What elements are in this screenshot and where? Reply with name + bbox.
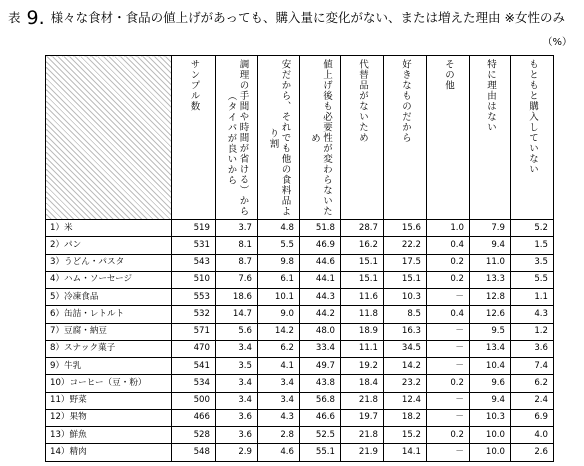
title-number: 9. [26,7,45,29]
table-cell: 22.2 [384,237,427,254]
table-cell: 21.8 [341,392,384,409]
table-row [46,237,554,254]
table-cell: 34.5 [384,340,427,357]
table-cell: 3.5 [216,358,258,375]
table-row [46,409,554,426]
table-cell: 2.9 [216,444,258,461]
table-cell: 6.2 [511,375,554,392]
table-cell: 15.6 [384,220,427,237]
table-cell: 0.4 [427,306,470,323]
column-header-text: 調理の手間や時間が省ける）から（タイパが良いから [225,59,249,217]
column-header [172,56,216,220]
table-cell: 15.1 [384,271,427,288]
table-cell: － [427,358,470,375]
table-cell: 7.4 [511,358,554,375]
table-cell: 44.3 [300,289,341,306]
table-cell: 44.1 [300,271,341,288]
table-cell: 3.6 [511,340,554,357]
table-cell: 3.4 [216,375,258,392]
table-cell: 5.2 [511,220,554,237]
table-cell: 9.5 [470,323,511,340]
table-cell: 0.2 [427,427,470,444]
table-cell: 9.4 [470,392,511,409]
table-cell: 46.6 [300,409,341,426]
table-cell: 6.2 [258,340,300,357]
table-row [46,427,554,444]
table-cell: 4.3 [511,306,554,323]
table-cell: 12.6 [470,306,511,323]
table-cell: 28.7 [341,220,384,237]
column-header [470,56,511,220]
table-cell: 19.7 [341,409,384,426]
table-cell: 12.4 [384,392,427,409]
table-cell: 0.4 [427,237,470,254]
table-cell: 10.1 [258,289,300,306]
table-cell: 0.2 [427,254,470,271]
table-cell: 21.8 [341,427,384,444]
table-cell: 532 [172,306,216,323]
table-cell: 534 [172,375,216,392]
table-cell: 14.2 [258,323,300,340]
table-cell: 3.6 [216,409,258,426]
table-cell: 3.6 [216,427,258,444]
table-cell: 5.5 [258,237,300,254]
table-cell: 0.2 [427,271,470,288]
table-cell: 21.9 [341,444,384,461]
table-cell: 548 [172,444,216,461]
column-header-text: 特に理由はない [485,59,496,133]
table-cell: 553 [172,289,216,306]
table-cell: 4.1 [258,358,300,375]
table-cell: 18.6 [216,289,258,306]
table-cell: 470 [172,340,216,357]
table-row [46,271,554,288]
column-header-text: 代替品がないため [357,59,368,143]
table-cell: 3.7 [216,220,258,237]
table-cell: 9.8 [258,254,300,271]
column-header [216,56,258,220]
header-row [46,56,554,220]
row-label: 2）パン [46,237,172,254]
table-cell: 9.6 [470,375,511,392]
table-cell: 23.2 [384,375,427,392]
table-cell: 48.0 [300,323,341,340]
table-cell: 15.2 [384,427,427,444]
page-title [8,6,565,30]
table-cell: 11.1 [341,340,384,357]
table-cell: 49.7 [300,358,341,375]
title-prefix: 表 [8,10,21,25]
table-cell: 1.0 [427,220,470,237]
row-label: 12）果物 [46,409,172,426]
table-cell: 10.4 [470,358,511,375]
table-cell: 15.1 [341,271,384,288]
table-cell: 51.8 [300,220,341,237]
column-header-text: 安だから、それでも他の食料品より割 [267,59,291,217]
table-cell: 7.9 [470,220,511,237]
table-cell: 4.3 [258,409,300,426]
table-cell: 4.6 [258,444,300,461]
table-cell: 519 [172,220,216,237]
table-cell: 13.3 [470,271,511,288]
table-cell: － [427,340,470,357]
table-cell: 18.2 [384,409,427,426]
table-cell: 8.5 [384,306,427,323]
table-cell: 500 [172,392,216,409]
row-label: 1）米 [46,220,172,237]
table-cell: 14.7 [216,306,258,323]
table-cell: 543 [172,254,216,271]
table-cell: 17.5 [384,254,427,271]
table-cell: 33.4 [300,340,341,357]
table-cell: 46.9 [300,237,341,254]
table-cell: 4.8 [258,220,300,237]
table-row [46,289,554,306]
table-cell: 10.0 [470,444,511,461]
table-cell: 56.8 [300,392,341,409]
table-cell: 12.8 [470,289,511,306]
column-header [427,56,470,220]
table-cell: 6.9 [511,409,554,426]
table-cell: 9.4 [470,237,511,254]
column-header-text: もともと購入していない [527,59,538,175]
table-cell: － [427,289,470,306]
table-cell: 1.5 [511,237,554,254]
table-cell: 18.4 [341,375,384,392]
table-cell: 528 [172,427,216,444]
table-cell: － [427,409,470,426]
column-header-text: 値上げ後も必要性が変わらないため [309,59,332,217]
row-label: 7）豆腐・納豆 [46,323,172,340]
table-cell: 3.5 [511,254,554,271]
table-cell: － [427,444,470,461]
table-cell: 18.9 [341,323,384,340]
column-header-text: その他 [443,59,454,91]
table-cell: 4.0 [511,427,554,444]
title-text: 様々な食材・食品の値上げがあっても、購入量に変化がない、または増えた理由 ※女性のみ [50,10,565,25]
table-cell: 10.3 [470,409,511,426]
table-cell: 9.0 [258,306,300,323]
table-cell: 5.5 [511,271,554,288]
table-cell: 6.1 [258,271,300,288]
table-row [46,375,554,392]
table-cell: 3.4 [216,392,258,409]
table-row [46,444,554,461]
table-body [46,220,554,462]
table-cell: 3.4 [258,375,300,392]
unit-label: （%） [542,37,572,48]
table-cell: 43.8 [300,375,341,392]
row-label: 8）スナック菓子 [46,340,172,357]
table-cell: 8.7 [216,254,258,271]
row-label: 13）鮮魚 [46,427,172,444]
table-cell: 19.2 [341,358,384,375]
table-row [46,358,554,375]
table-cell: 2.4 [511,392,554,409]
column-header [341,56,384,220]
table-row [46,306,554,323]
column-header [258,56,300,220]
table-cell: 52.5 [300,427,341,444]
column-header [384,56,427,220]
table-cell: 55.1 [300,444,341,461]
column-header-text: 好きなものだから [400,59,411,143]
table-cell: 8.1 [216,237,258,254]
row-label: 9）牛乳 [46,358,172,375]
table-cell: 10.3 [384,289,427,306]
table-cell: 44.2 [300,306,341,323]
column-header [300,56,341,220]
table-cell: 510 [172,271,216,288]
table-row [46,220,554,237]
table-row [46,323,554,340]
table-cell: 16.2 [341,237,384,254]
header-corner [46,56,172,220]
table-row [46,254,554,271]
table-cell: 11.6 [341,289,384,306]
table-cell: 2.6 [511,444,554,461]
table-cell: 13.4 [470,340,511,357]
table-row [46,340,554,357]
data-table [45,55,554,462]
table-cell: － [427,392,470,409]
table-cell: 5.6 [216,323,258,340]
table-cell: 2.8 [258,427,300,444]
row-label: 6）缶詰・レトルト [46,306,172,323]
table-cell: 1.2 [511,323,554,340]
table-cell: 14.2 [384,358,427,375]
row-label: 11）野菜 [46,392,172,409]
table-cell: 1.1 [511,289,554,306]
row-label: 4）ハム・ソーセージ [46,271,172,288]
row-label: 5）冷凍食品 [46,289,172,306]
table-cell: 14.1 [384,444,427,461]
table-cell: 466 [172,409,216,426]
table-cell: 541 [172,358,216,375]
table-cell: 3.4 [258,392,300,409]
table-cell: 7.6 [216,271,258,288]
row-label: 3）うどん・パスタ [46,254,172,271]
table-cell: 44.6 [300,254,341,271]
table-cell: 11.8 [341,306,384,323]
table-cell: 16.3 [384,323,427,340]
table-cell: 3.4 [216,340,258,357]
table-cell: － [427,323,470,340]
table-cell: 11.0 [470,254,511,271]
table-row [46,392,554,409]
row-label: 14）精肉 [46,444,172,461]
table-cell: 531 [172,237,216,254]
table-cell: 0.2 [427,375,470,392]
table-cell: 15.1 [341,254,384,271]
row-label: 10）コーヒー（豆・粉） [46,375,172,392]
table-cell: 571 [172,323,216,340]
column-header [511,56,554,220]
table-cell: 10.0 [470,427,511,444]
column-header-text: サンプル数 [188,59,200,112]
